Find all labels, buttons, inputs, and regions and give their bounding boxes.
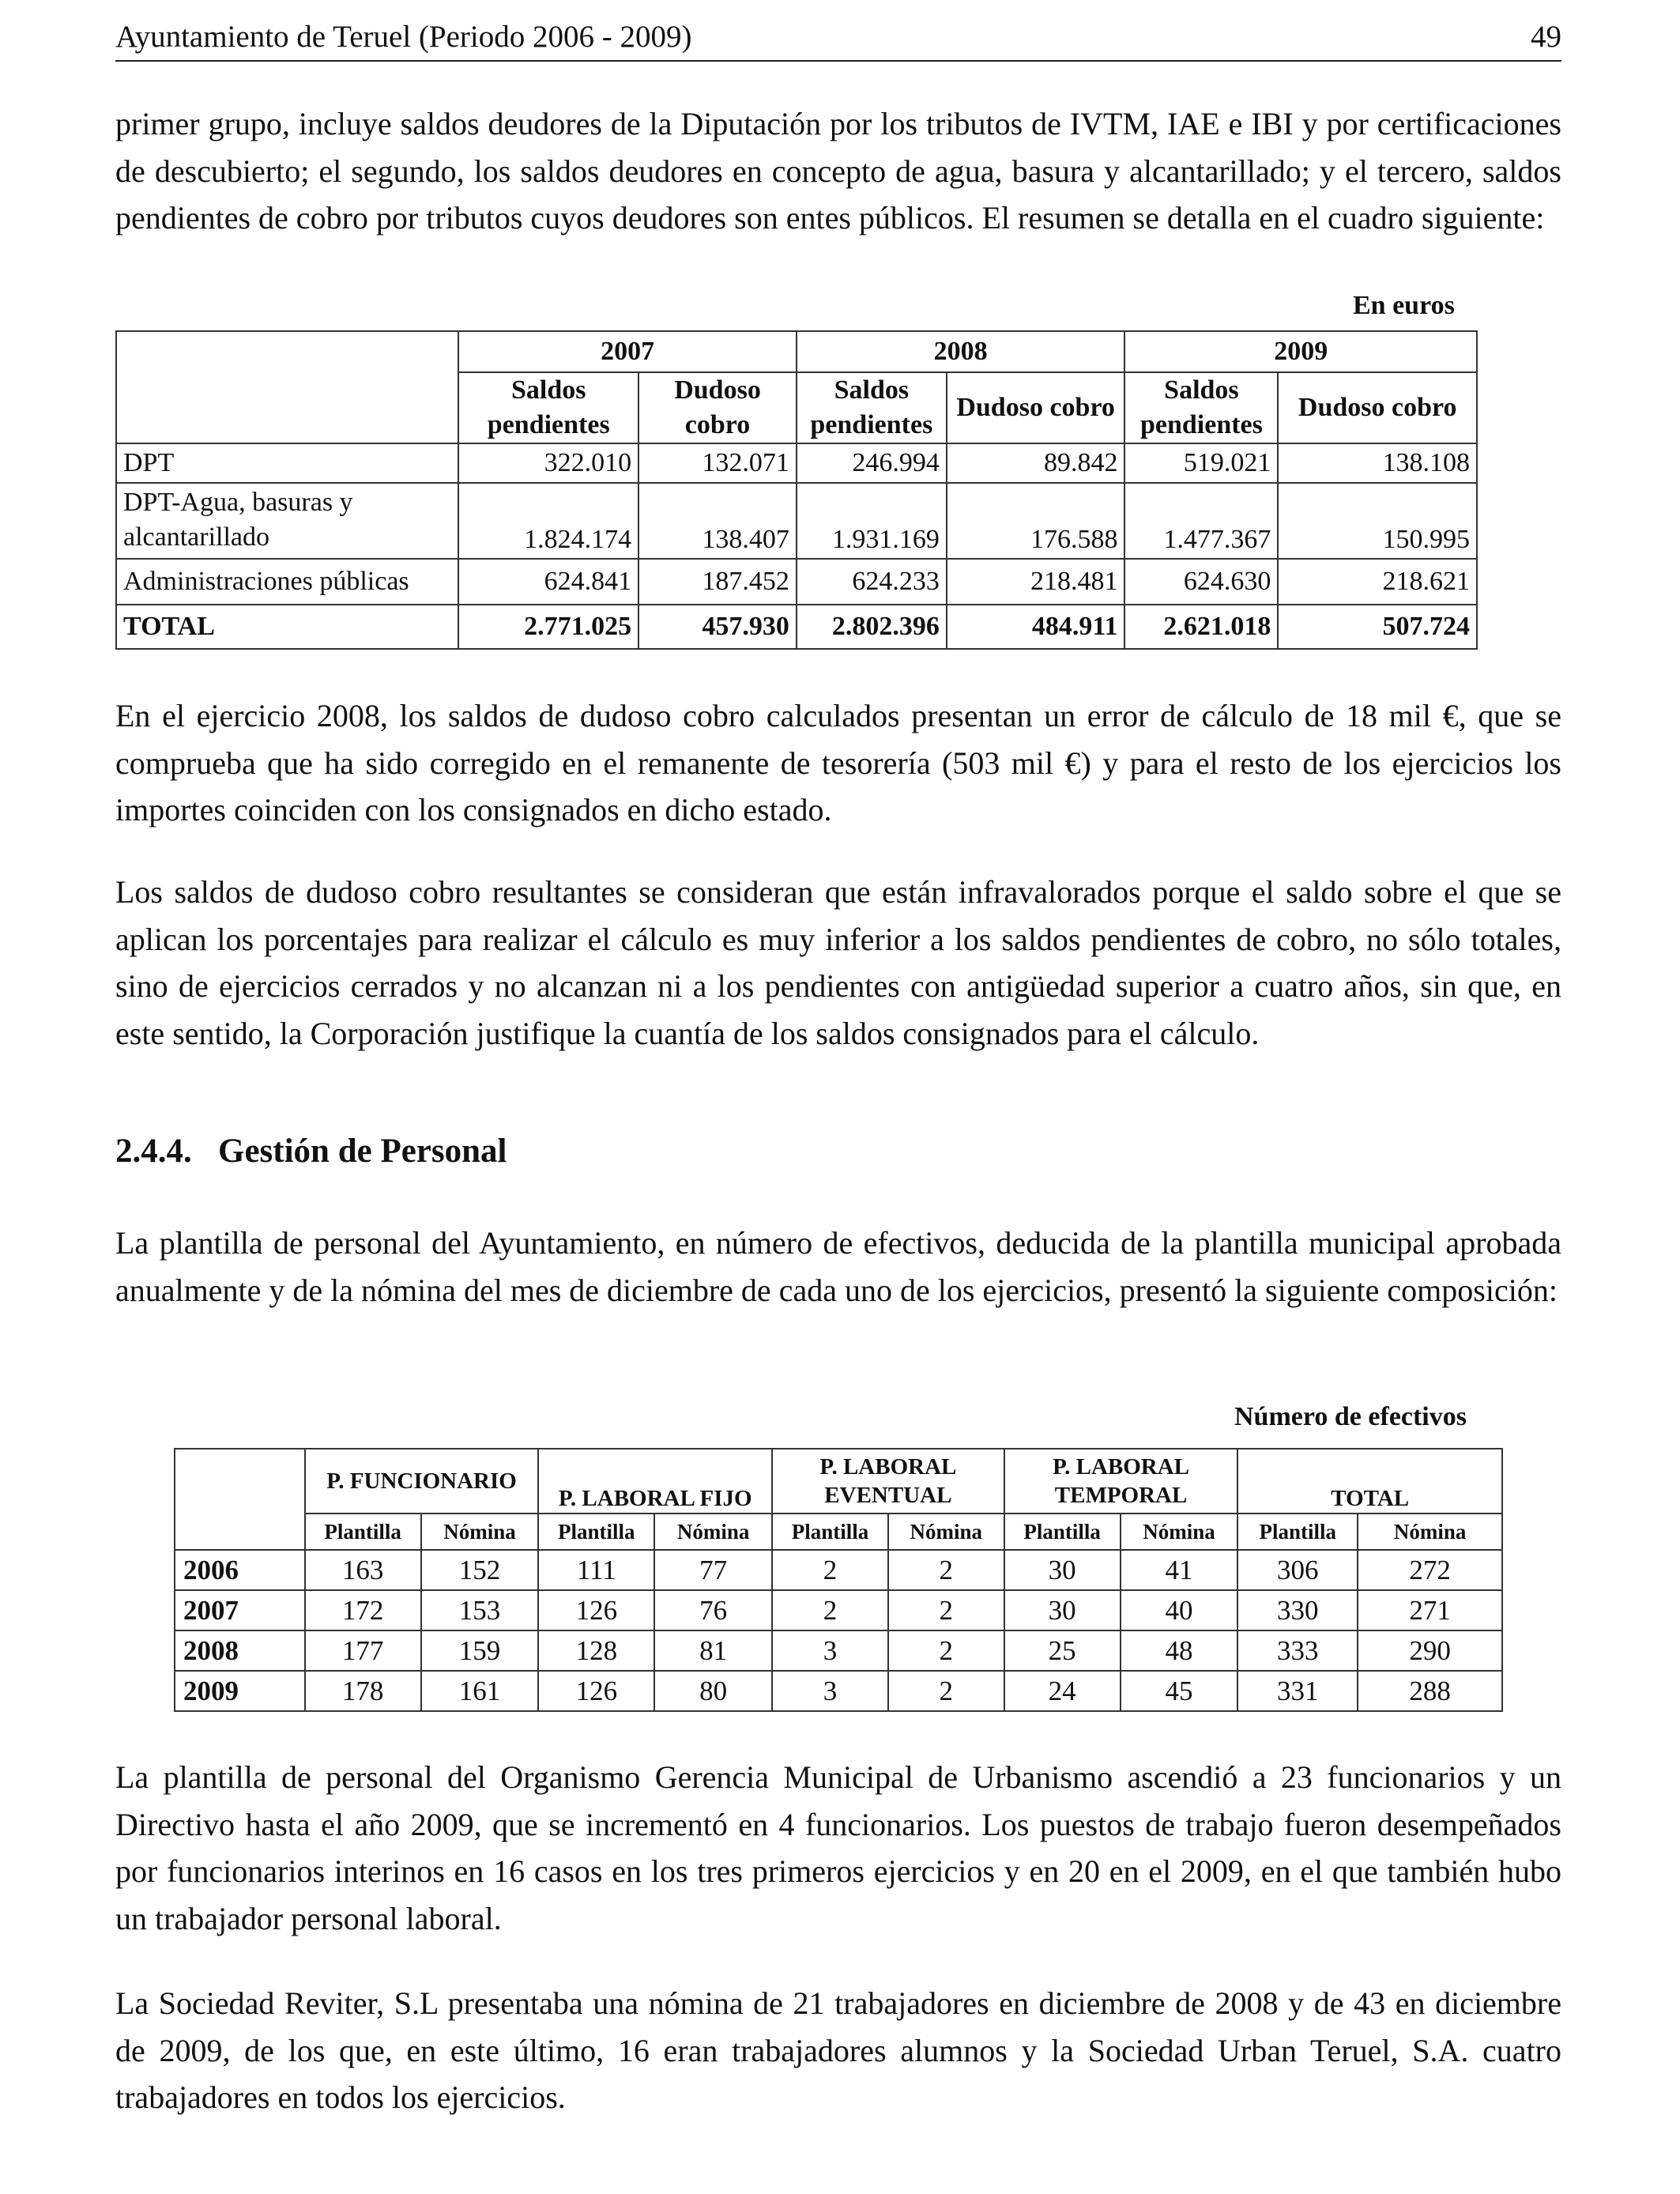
balances-table — [115, 330, 1478, 650]
table-row — [175, 1671, 1502, 1711]
cell-value: 246.994 — [797, 443, 947, 483]
cell-value: 178 — [305, 1671, 421, 1711]
cell-value: 30 — [1004, 1590, 1121, 1630]
group-header: P. LABORAL FIJO — [538, 1449, 772, 1514]
cell-value: 271 — [1358, 1590, 1502, 1630]
table-total-row — [116, 605, 1477, 649]
cell-value: 48 — [1121, 1630, 1238, 1671]
column-header: Dudoso cobro — [947, 372, 1125, 443]
paragraph: En el ejercicio 2008, los saldos de dudoso cobro calculados presentan un error de cálculo de 18 mil €, que se comprueba que ha sido corregido en el remanente de tesorería (503 mil €) y para el resto de los ejercicios los importes coinciden con los consignados en dicho estado. — [115, 698, 1561, 827]
column-header: Nómina — [1121, 1514, 1238, 1550]
column-header: Plantilla — [1237, 1514, 1358, 1550]
cell-value: 2 — [888, 1630, 1004, 1671]
cell-value: 150.995 — [1278, 483, 1477, 559]
row-label: DPT — [116, 443, 458, 483]
paragraph: Los saldos de dudoso cobro resultantes se consideran que están infravalorados porque el saldo sobre el que se aplican los porcentajes para realizar el cálculo es muy inferior a los saldos pendientes de cobro, no sólo totales, sino de ejercicios cerrados y no alcanzan ni a los pendientes con antigüedad superior a cuatro años, sin que, en este sentido, la Corporación justifique la cuantía de los saldos consignados para el cálculo. — [115, 874, 1561, 1051]
cell-value: 624.841 — [458, 559, 638, 605]
cell-value: 126 — [538, 1671, 654, 1711]
column-header: Saldos pendientes — [458, 372, 638, 443]
cell-value: 152 — [421, 1550, 539, 1590]
cell-value: 1.477.367 — [1124, 483, 1278, 559]
column-header: Dudoso cobro — [1278, 372, 1477, 443]
cell-value: 126 — [538, 1590, 654, 1630]
cell-value: 331 — [1237, 1671, 1358, 1711]
cell-value: 519.021 — [1124, 443, 1278, 483]
table2-unit-label: Número de efectivos — [1234, 1402, 1467, 1431]
group-header: P. FUNCIONARIO — [305, 1449, 539, 1514]
cell-value: 76 — [654, 1590, 772, 1630]
group-header: TOTAL — [1237, 1449, 1502, 1514]
group-header: P. LABORAL EVENTUAL — [772, 1449, 1004, 1514]
cell-value: 306 — [1237, 1550, 1358, 1590]
cell-value: 1.931.169 — [797, 483, 947, 559]
group-header: P. LABORAL TEMPORAL — [1004, 1449, 1238, 1514]
cell-value: 3 — [772, 1671, 888, 1711]
cell-value: 161 — [421, 1671, 539, 1711]
cell-value: 172 — [305, 1590, 421, 1630]
cell-value: 1.824.174 — [458, 483, 638, 559]
cell-value: 25 — [1004, 1630, 1121, 1671]
cell-value: 2 — [772, 1590, 888, 1630]
cell-value: 330 — [1237, 1590, 1358, 1630]
table-row — [116, 559, 1477, 605]
row-label: TOTAL — [116, 605, 458, 649]
cell-value: 2 — [888, 1550, 1004, 1590]
cell-value: 484.911 — [947, 605, 1125, 649]
row-year: 2006 — [175, 1550, 305, 1590]
page-number: 49 — [1531, 20, 1561, 54]
table1-unit-label: En euros — [1353, 291, 1455, 320]
staff-table — [174, 1448, 1503, 1712]
table-corner-cell — [116, 331, 458, 443]
cell-value: 138.108 — [1278, 443, 1477, 483]
cell-value: 624.630 — [1124, 559, 1278, 605]
column-header: Nómina — [654, 1514, 772, 1550]
column-header: Plantilla — [538, 1514, 654, 1550]
column-header: Nómina — [421, 1514, 539, 1550]
cell-value: 457.930 — [638, 605, 797, 649]
cell-value: 30 — [1004, 1550, 1121, 1590]
section-number: 2.4.4. — [115, 1133, 192, 1170]
cell-value: 138.407 — [638, 483, 797, 559]
row-year: 2008 — [175, 1630, 305, 1671]
table-corner-cell — [175, 1449, 305, 1550]
column-header: Nómina — [1358, 1514, 1502, 1550]
cell-value: 290 — [1358, 1630, 1502, 1671]
table-row — [116, 483, 1477, 559]
row-year: 2007 — [175, 1590, 305, 1630]
cell-value: 218.481 — [947, 559, 1125, 605]
cell-value: 507.724 — [1278, 605, 1477, 649]
row-year: 2009 — [175, 1671, 305, 1711]
cell-value: 132.071 — [638, 443, 797, 483]
section-title-text: Gestión de Personal — [218, 1133, 507, 1170]
column-header: Saldos pendientes — [797, 372, 947, 443]
cell-value: 24 — [1004, 1671, 1121, 1711]
table-row — [175, 1550, 1502, 1590]
cell-value: 77 — [654, 1550, 772, 1590]
paragraph: primer grupo, incluye saldos deudores de la Diputación por los tributos de IVTM, IAE e IBI y por certificaciones de descubierto; el segundo, los saldos deudores en concepto de agua, basura y alcantarillado; y el tercero, saldos pendientes de cobro por tributos cuyos deudores son entes públicos. El resumen se detalla en el cuadro siguiente: — [115, 106, 1561, 236]
row-label: DPT-Agua, basuras y alcantarillado — [116, 483, 458, 559]
paragraph: La plantilla de personal del Ayuntamiento, en número de efectivos, deducida de la plantilla municipal aprobada anualmente y de la nómina del mes de diciembre de cada uno de los ejercicios, presentó la siguiente composición: — [115, 1225, 1561, 1308]
page-header — [115, 14, 1561, 62]
cell-value: 40 — [1121, 1590, 1238, 1630]
cell-value: 2 — [772, 1550, 888, 1590]
section-heading — [115, 1132, 507, 1171]
year-header: 2008 — [797, 331, 1125, 372]
cell-value: 128 — [538, 1630, 654, 1671]
cell-value: 3 — [772, 1630, 888, 1671]
column-header: Nómina — [888, 1514, 1004, 1550]
header-title: Ayuntamiento de Teruel (Periodo 2006 - 2009) — [115, 20, 692, 54]
cell-value: 2.621.018 — [1124, 605, 1278, 649]
table-row — [175, 1630, 1502, 1671]
cell-value: 288 — [1358, 1671, 1502, 1711]
cell-value: 45 — [1121, 1671, 1238, 1711]
column-header: Saldos pendientes — [1124, 372, 1278, 443]
column-header: Plantilla — [305, 1514, 421, 1550]
cell-value: 89.842 — [947, 443, 1125, 483]
cell-value: 333 — [1237, 1630, 1358, 1671]
cell-value: 2 — [888, 1671, 1004, 1711]
cell-value: 187.452 — [638, 559, 797, 605]
paragraph: La plantilla de personal del Organismo Gerencia Municipal de Urbanismo ascendió a 23 funcionarios y un Directivo hasta el año 2009, que se incrementó en 4 funcionarios. Los puestos de trabajo fueron desempeñados por funcionarios interinos en 16 casos en los tres primeros ejercicios y en 20 en el 2009, en el que también hubo un trabajador personal laboral. — [115, 1759, 1561, 1936]
cell-value: 2.771.025 — [458, 605, 638, 649]
cell-value: 322.010 — [458, 443, 638, 483]
cell-value: 163 — [305, 1550, 421, 1590]
cell-value: 159 — [421, 1630, 539, 1671]
year-header: 2009 — [1124, 331, 1477, 372]
cell-value: 2.802.396 — [797, 605, 947, 649]
table-row — [116, 443, 1477, 483]
cell-value: 624.233 — [797, 559, 947, 605]
cell-value: 41 — [1121, 1550, 1238, 1590]
cell-value: 218.621 — [1278, 559, 1477, 605]
table-row — [175, 1590, 1502, 1630]
cell-value: 153 — [421, 1590, 539, 1630]
year-header: 2007 — [458, 331, 797, 372]
cell-value: 111 — [538, 1550, 654, 1590]
column-header: Dudoso cobro — [638, 372, 797, 443]
cell-value: 176.588 — [947, 483, 1125, 559]
row-label: Administraciones públicas — [116, 559, 458, 605]
paragraph: La Sociedad Reviter, S.L presentaba una nómina de 21 trabajadores en diciembre de 2008 y de 43 en diciembre de 2009, de los que, en este último, 16 eran trabajadores alumnos y la Sociedad Urban Teruel, S.A. cuatro trabajadores en todos los ejercicios. — [115, 1985, 1561, 2115]
cell-value: 2 — [888, 1590, 1004, 1630]
column-header: Plantilla — [1004, 1514, 1121, 1550]
cell-value: 177 — [305, 1630, 421, 1671]
cell-value: 272 — [1358, 1550, 1502, 1590]
cell-value: 81 — [654, 1630, 772, 1671]
cell-value: 80 — [654, 1671, 772, 1711]
column-header: Plantilla — [772, 1514, 888, 1550]
